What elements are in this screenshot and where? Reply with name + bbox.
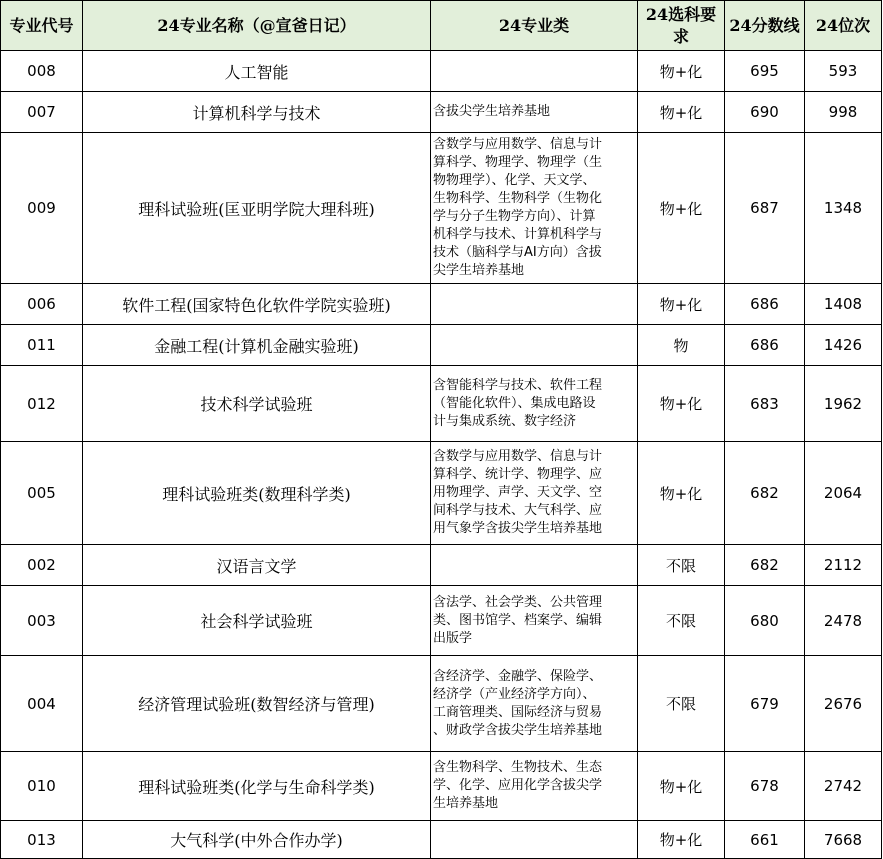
table-row: [1, 821, 882, 859]
cell-name: 技术科学试验班: [83, 366, 431, 442]
cell-rank: 7668: [805, 821, 882, 859]
cell-code: 007: [1, 92, 83, 133]
cell-rank: 2112: [805, 545, 882, 586]
cell-category: 含数学与应用数学、信息与计 算科学、物理学、物理学（生 物物理学）、化学、天文学、 生物科学、生物科学（生物化 学与分子生物学方向）、计算 机科学与技术、计算机科学与 技术（脑科学与AI方向）含拔 尖学生培养基地: [431, 133, 638, 284]
cell-name: 金融工程(计算机金融实验班): [83, 325, 431, 366]
cell-category: 含拔尖学生培养基地: [431, 92, 638, 133]
cell-category: [431, 51, 638, 92]
cell-code: 002: [1, 545, 83, 586]
cell-name: 人工智能: [83, 51, 431, 92]
cell-code: 008: [1, 51, 83, 92]
cell-code: 005: [1, 442, 83, 545]
cell-code: 006: [1, 284, 83, 325]
header-row: [1, 1, 882, 51]
cell-rank: 2064: [805, 442, 882, 545]
table-row: [1, 545, 882, 586]
table-row: [1, 284, 882, 325]
table-row: [1, 752, 882, 821]
cell-score: 680: [725, 586, 805, 656]
cell-name: 软件工程(国家特色化软件学院实验班): [83, 284, 431, 325]
cell-score: 687: [725, 133, 805, 284]
cell-score: 695: [725, 51, 805, 92]
cell-requirement: 不限: [638, 545, 725, 586]
cell-name: 汉语言文学: [83, 545, 431, 586]
cell-name: 理科试验班(匡亚明学院大理科班): [83, 133, 431, 284]
cell-requirement: 物+化: [638, 442, 725, 545]
cell-score: 690: [725, 92, 805, 133]
cell-category: 含法学、社会学类、公共管理 类、图书馆学、档案学、编辑 出版学: [431, 586, 638, 656]
cell-requirement: 物+化: [638, 752, 725, 821]
header-score: 24分数线: [725, 1, 805, 51]
table-row: [1, 656, 882, 752]
cell-score: 686: [725, 284, 805, 325]
cell-requirement: 物+化: [638, 284, 725, 325]
cell-name: 计算机科学与技术: [83, 92, 431, 133]
header-requirement: 24选科要求: [638, 1, 725, 51]
cell-score: 682: [725, 442, 805, 545]
cell-name: 大气科学(中外合作办学): [83, 821, 431, 859]
header-code: 专业代号: [1, 1, 83, 51]
table-row: [1, 325, 882, 366]
cell-category: 含生物科学、生物技术、生态 学、化学、应用化学含拔尖学 生培养基地: [431, 752, 638, 821]
cell-score: 661: [725, 821, 805, 859]
cell-rank: 2742: [805, 752, 882, 821]
table-row: [1, 51, 882, 92]
cell-category: [431, 325, 638, 366]
cell-rank: 1426: [805, 325, 882, 366]
table-row: [1, 366, 882, 442]
cell-score: 683: [725, 366, 805, 442]
cell-category: [431, 284, 638, 325]
cell-category: 含经济学、金融学、保险学、 经济学（产业经济学方向）、 工商管理类、国际经济与贸易 、财政学含拔尖学生培养基地: [431, 656, 638, 752]
cell-code: 011: [1, 325, 83, 366]
cell-requirement: 物+化: [638, 92, 725, 133]
cell-rank: 998: [805, 92, 882, 133]
cell-requirement: 物+化: [638, 51, 725, 92]
cell-name: 理科试验班类(化学与生命科学类): [83, 752, 431, 821]
table-row: [1, 586, 882, 656]
cell-code: 009: [1, 133, 83, 284]
table-row: [1, 133, 882, 284]
header-rank: 24位次: [805, 1, 882, 51]
cell-category: [431, 821, 638, 859]
cell-category: 含数学与应用数学、信息与计 算科学、统计学、物理学、应 用物理学、声学、天文学、空 间科学与技术、大气科学、应 用气象学含拔尖学生培养基地: [431, 442, 638, 545]
cell-code: 012: [1, 366, 83, 442]
cell-score: 682: [725, 545, 805, 586]
cell-rank: 593: [805, 51, 882, 92]
cell-requirement: 物+化: [638, 133, 725, 284]
cell-requirement: 物+化: [638, 366, 725, 442]
cell-rank: 2478: [805, 586, 882, 656]
cell-name: 社会科学试验班: [83, 586, 431, 656]
cell-name: 理科试验班类(数理科学类): [83, 442, 431, 545]
cell-score: 678: [725, 752, 805, 821]
cell-rank: 1408: [805, 284, 882, 325]
cell-name: 经济管理试验班(数智经济与管理): [83, 656, 431, 752]
table-row: [1, 92, 882, 133]
cell-rank: 1962: [805, 366, 882, 442]
table-row: [1, 442, 882, 545]
cell-rank: 2676: [805, 656, 882, 752]
cell-requirement: 不限: [638, 656, 725, 752]
header-category: 24专业类: [431, 1, 638, 51]
cell-requirement: 物+化: [638, 821, 725, 859]
cell-requirement: 物: [638, 325, 725, 366]
cell-code: 013: [1, 821, 83, 859]
cell-requirement: 不限: [638, 586, 725, 656]
cell-code: 003: [1, 586, 83, 656]
cell-code: 004: [1, 656, 83, 752]
cell-rank: 1348: [805, 133, 882, 284]
cell-category: [431, 545, 638, 586]
cell-score: 686: [725, 325, 805, 366]
header-name: 24专业名称（@宣爸日记）: [83, 1, 431, 51]
cell-score: 679: [725, 656, 805, 752]
cell-category: 含智能科学与技术、软件工程 （智能化软件）、集成电路设 计与集成系统、数字经济: [431, 366, 638, 442]
cell-code: 010: [1, 752, 83, 821]
